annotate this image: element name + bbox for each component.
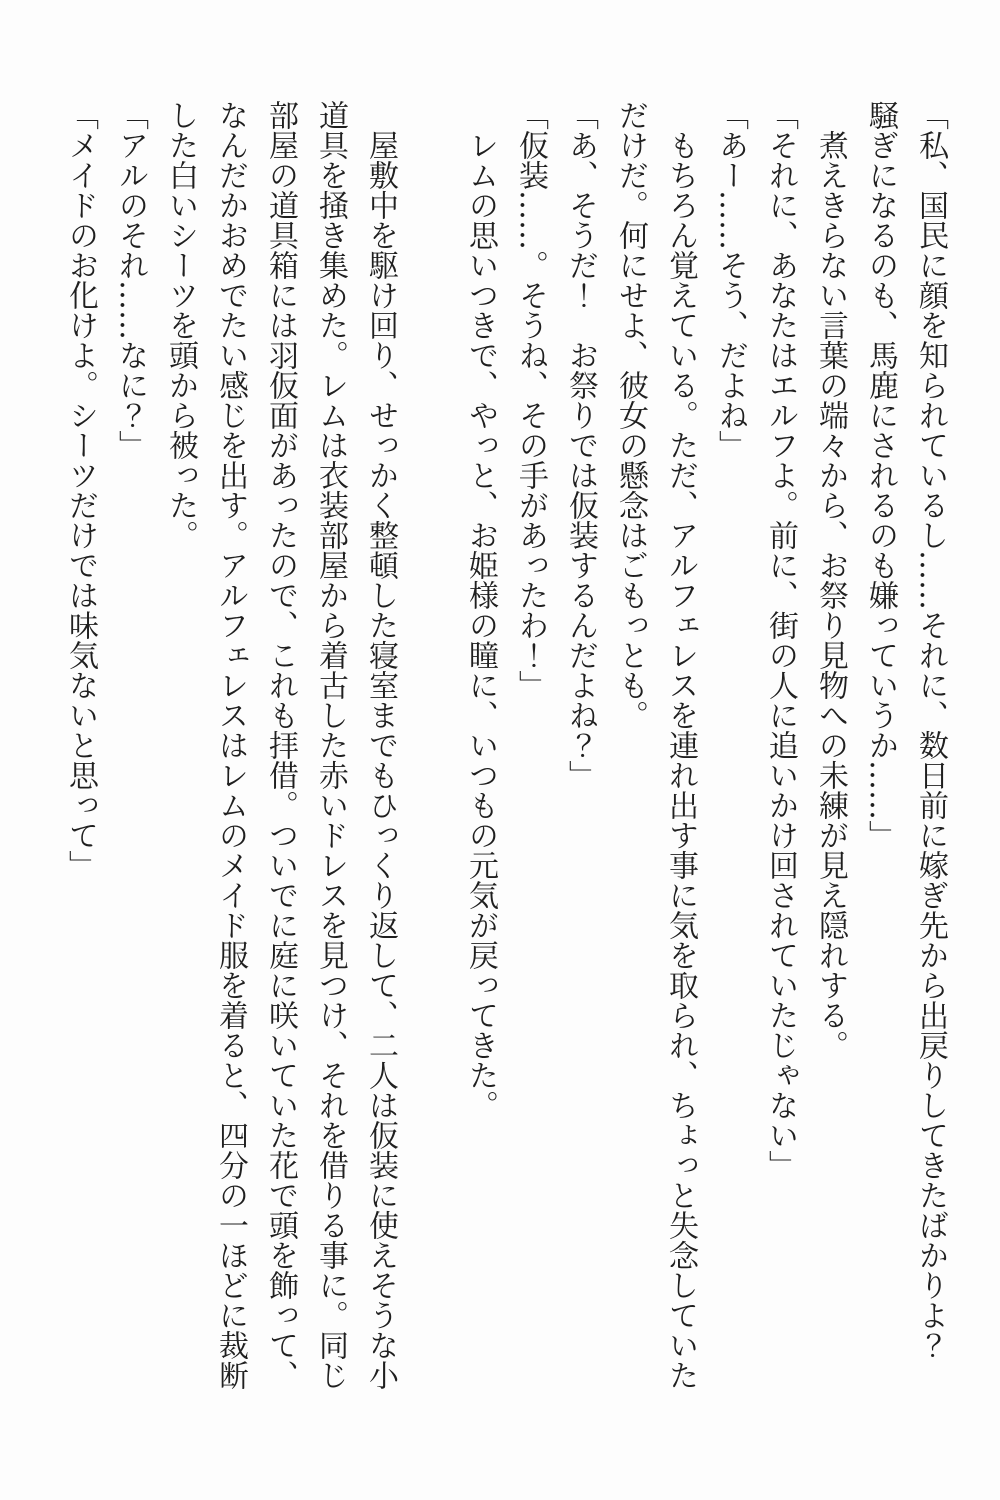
text-column: 「仮装……。そうね、その手があったわ！」 (513, 100, 548, 700)
text-column: 「アルのそれ……なに？」 (113, 100, 148, 460)
text-column: 騒ぎになるのも、馬鹿にされるのも嫌っていうか……」 (863, 100, 898, 850)
text-column: 道具を掻き集めた。レムは衣装部屋から着古した赤いドレスを見つけ、それを借りる事に。同じ (313, 100, 348, 1390)
text-column: もちろん覚えている。ただ、アルフェレスを連れ出す事に気を取られ、ちょっと失念していた (663, 100, 698, 1390)
text-column: なんだかおめでたい感じを出す。アルフェレスはレムのメイド服を着ると、四分の一ほどに裁断 (213, 100, 248, 1390)
vertical-text-block (55, 100, 955, 1415)
text-column: 「メイドのお化けよ。シーツだけでは味気ないと思って」 (63, 100, 98, 880)
text-column: だけだ。何にせよ、彼女の懸念はごもっとも。 (613, 100, 648, 730)
text-column: 「あ、そうだ！ お祭りでは仮装するんだよね？」 (563, 100, 598, 790)
text-column: 屋敷中を駆け回り、せっかく整頓した寝室までもひっくり返して、二人は仮装に使えそうな小 (363, 100, 398, 1390)
text-column: 「あー……そう、だよね」 (713, 100, 748, 460)
text-column: 「私、国民に顔を知られているし……それに、数日前に嫁ぎ先から出戻りしてきたばかりよ？ (913, 100, 948, 1360)
text-column: 煮えきらない言葉の端々から、お祭り見物への未練が見え隠れする。 (813, 100, 848, 1060)
blank-column (405, 100, 455, 1415)
text-column: 部屋の道具箱には羽仮面があったので、これも拝借。ついでに庭に咲いていた花で頭を飾って、 (263, 100, 298, 1390)
text-column: 「それに、あなたはエルフよ。前に、街の人に追いかけ回されていたじゃない」 (763, 100, 798, 1180)
text-column: した白いシーツを頭から被った。 (163, 100, 198, 550)
text-column: レムの思いつきで、やっと、お姫様の瞳に、いつもの元気が戻ってきた。 (463, 100, 498, 1120)
